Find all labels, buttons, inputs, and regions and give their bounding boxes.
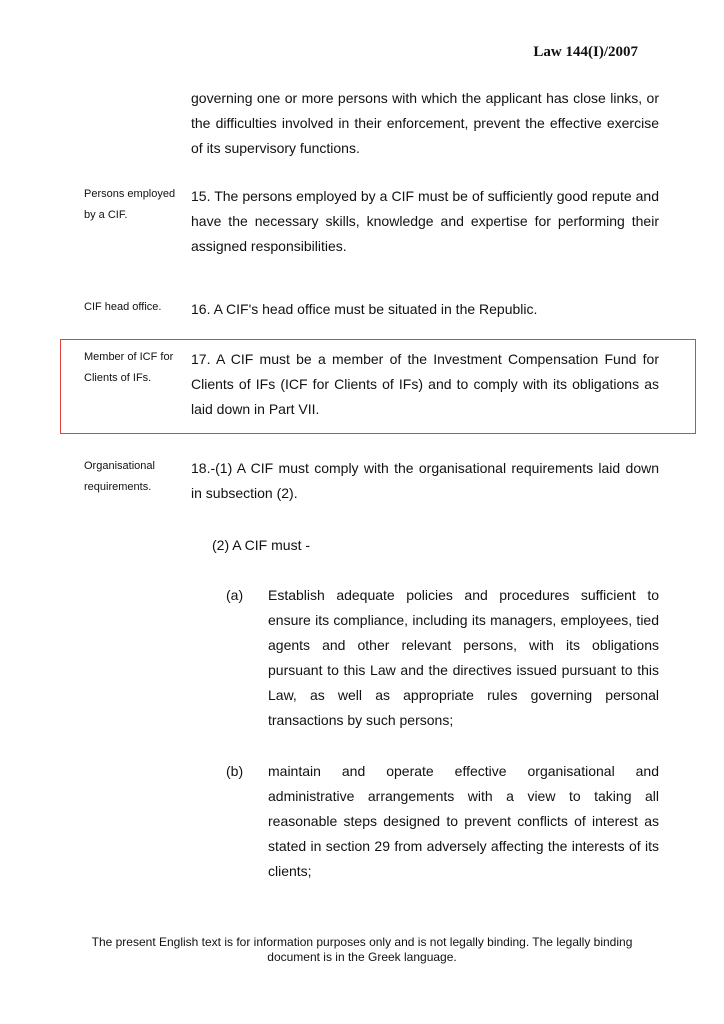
item-b-label: (b) [226, 763, 244, 779]
margin-note-icf-member: Member of ICF for Clients of IFs. [84, 351, 174, 384]
item-b-text: maintain and operate effective organisational and administrative arrangements with a view to taking all reasonable steps designed to prevent conflicts of interest as stated in section 29 from adversely affecting the interests of its clients; [268, 763, 659, 879]
continuation-paragraph: governing one or more persons with which the applicant has close links, or the difficulties involved in their enforcement, prevent the effective exercise of its supervisory functions. [191, 90, 659, 156]
footer-disclaimer: The present English text is for information purposes only and is not legally binding. The legally binding document is in the Greek language. [91, 935, 633, 964]
subsection-2-heading: (2) A CIF must - [212, 537, 311, 553]
margin-note-persons-employed: Persons employed by a CIF. [84, 188, 176, 221]
margin-note-head-office: CIF head office. [84, 301, 162, 313]
section-18-text: 18.-(1) A CIF must comply with the organisational requirements laid down in subsection (2). [191, 460, 659, 501]
section-16-text: 16. A CIF's head office must be situated in the Republic. [191, 301, 538, 317]
law-reference-header: Law 144(I)/2007 [533, 44, 638, 60]
item-a-label: (a) [226, 587, 244, 603]
section-17-text: 17. A CIF must be a member of the Investment Compensation Fund for Clients of IFs (ICF for Clients of IFs) and to comply with its obligations as laid down in Part VII. [191, 351, 659, 417]
margin-note-organisational: Organisational requirements. [84, 460, 155, 493]
item-a-text: Establish adequate policies and procedures sufficient to ensure its compliance, including its managers, employees, tied agents and other relevant persons, with its obligations pursuant to this Law and the directives issued pursuant to this Law, as well as appropriate rules governing personal transactions by such persons; [268, 587, 659, 728]
section-15-text: 15. The persons employed by a CIF must be of sufficiently good repute and have the necessary skills, knowledge and expertise for performing their assigned responsibilities. [191, 188, 659, 254]
